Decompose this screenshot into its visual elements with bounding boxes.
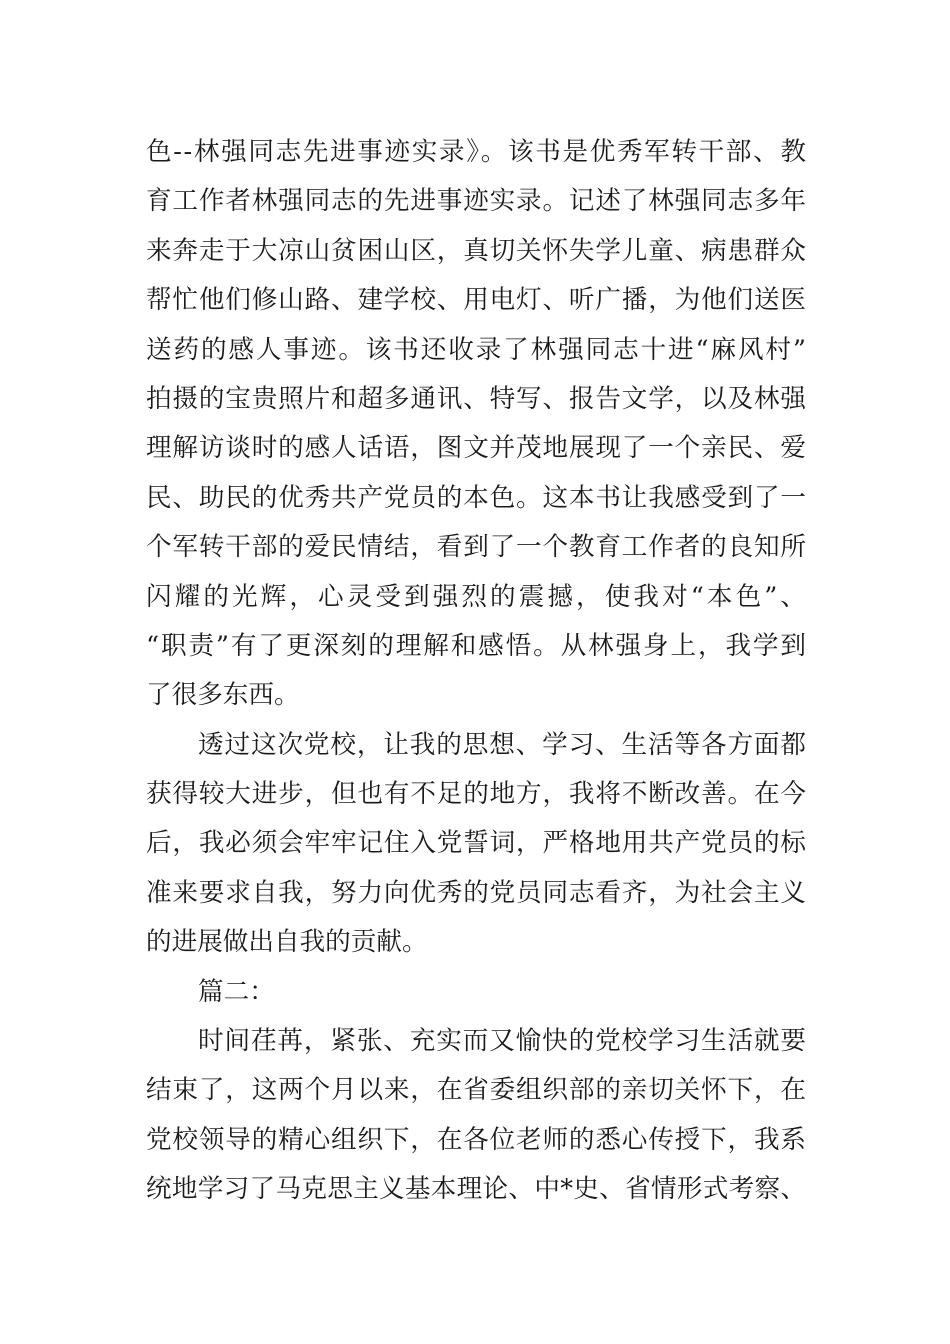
text-line: 后，我必须会牢牢记住入党誓词，严格地用共产党员的标 [146,828,807,859]
text-line: 统地学习了马克思主义基本理论、中*史、省情形式考察、 [146,1174,807,1205]
text-line: 民、助民的优秀共产党员的本色。这本书让我感受到了一 [146,482,807,513]
text-line: 个军转干部的爱民情结，看到了一个教育工作者的良知所 [146,532,807,563]
text-line: 来奔走于大凉山贫困山区，真切关怀失学儿童、病患群众 [146,235,807,266]
paragraph-start-line: 透过这次党校，让我的思想、学习、生活等各方面都 [198,729,807,760]
text-line: 了很多东西。 [146,680,300,711]
text-line: 色--林强同志先进事迹实录》。该书是优秀军转干部、教 [146,137,808,167]
text-line: 育工作者林强同志的先进事迹实录。记述了林强同志多年 [146,186,807,217]
text-line: 准来要求自我，努力向优秀的党员同志看齐，为社会主义 [146,877,807,908]
text-line: 结束了，这两个月以来，在省委组织部的亲切关怀下，在 [146,1075,807,1106]
text-line: 帮忙他们修山路、建学校、用电灯、听广播，为他们送医 [146,285,807,316]
text-line: 党校领导的精心组织下，在各位老师的悉心传授下，我系 [146,1124,807,1155]
body-text [146,128,810,1215]
text-line: 拍摄的宝贵照片和超多通讯、特写、报告文学，以及林强 [146,383,807,414]
text-line: 获得较大进步，但也有不足的地方，我将不断改善。在今 [146,779,807,810]
text-line: 闪耀的光辉，心灵受到强烈的震撼，使我对“本色”、 [146,581,810,612]
text-line: “职责”有了更深刻的理解和感悟。从林强身上，我学到 [146,630,808,661]
text-line: 的进展做出自我的贡献。 [146,927,428,958]
paragraph-start-line: 时间荏苒，紧张、充实而又愉快的党校学习生活就要 [198,1026,807,1057]
section-heading: 篇二： [198,976,275,1007]
text-line: 送药的感人事迹。该书还收录了林强同志十进“麻风村” [146,334,808,365]
text-line: 理解访谈时的感人话语，图文并茂地展现了一个亲民、爱 [146,433,807,464]
